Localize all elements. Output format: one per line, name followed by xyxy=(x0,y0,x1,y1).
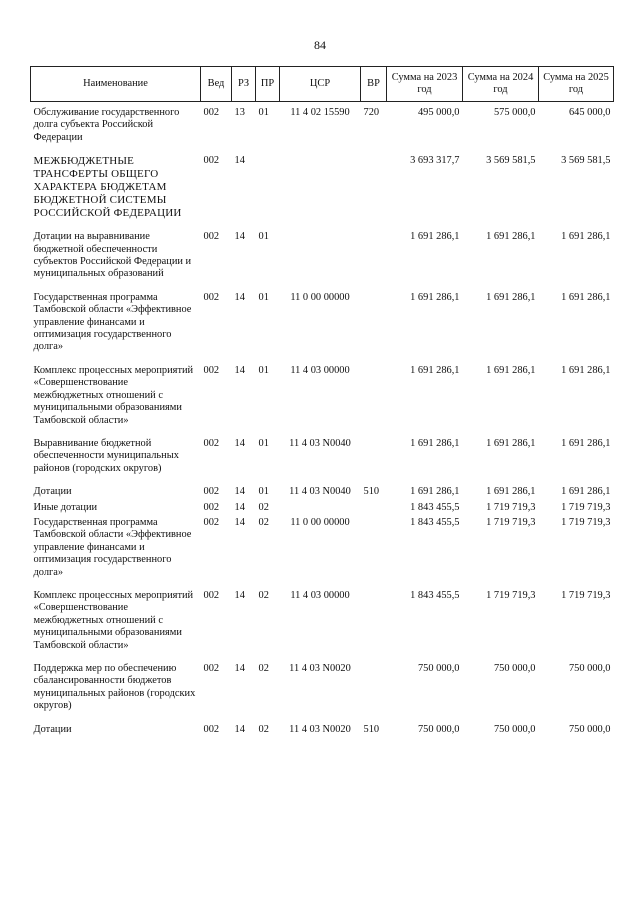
cell-name: Государственная программа Тамбовской области «Эффективное управление финансами и оптимизация государственного долга» xyxy=(33,516,192,578)
cell-sum-2024: 575 000,0 xyxy=(493,107,536,118)
cell-vr xyxy=(361,292,387,365)
header-csr: ЦСР xyxy=(280,67,361,102)
cell-vr xyxy=(361,231,387,292)
cell-ved: 002 xyxy=(203,364,220,376)
cell-pr: 02 xyxy=(258,501,269,513)
cell-sum-2023: 1 691 286,1 xyxy=(410,231,460,243)
table-row xyxy=(31,517,614,590)
cell-csr xyxy=(280,231,361,292)
table-row xyxy=(31,590,614,663)
cell-name: МЕЖБЮДЖЕТНЫЕ ТРАНСФЕРТЫ ОБЩЕГО ХАРАКТЕРА БЮДЖЕТАМ БЮДЖЕТНОЙ СИСТЕМЫ РОССИЙСКОЙ ФЕДЕРАЦИИ xyxy=(33,155,182,220)
cell-vr xyxy=(361,502,387,517)
cell-rz: 14 xyxy=(234,486,245,498)
header-ved: Вед xyxy=(201,67,232,102)
table-row xyxy=(31,102,614,156)
cell-sum-2023: 1 691 286,1 xyxy=(410,437,460,449)
cell-rz: 14 xyxy=(234,437,245,449)
cell-rz: 14 xyxy=(234,723,245,735)
budget-table xyxy=(30,66,614,736)
cell-name: Государственная программа Тамбовской области «Эффективное управление финансами и оптимизация государственного долга» xyxy=(33,291,192,353)
cell-sum-2025: 1 691 286,1 xyxy=(561,291,611,303)
cell-pr xyxy=(256,155,280,231)
cell-name: Иные дотации xyxy=(33,501,98,513)
cell-sum-2025: 750 000,0 xyxy=(568,663,611,674)
cell-ved: 002 xyxy=(203,291,220,303)
table-row xyxy=(31,663,614,724)
table-row xyxy=(31,438,614,486)
cell-sum-2025: 750 000,0 xyxy=(568,723,611,735)
cell-csr: 11 4 03 00000 xyxy=(290,589,350,601)
cell-vr: 720 xyxy=(363,107,380,118)
cell-ved: 002 xyxy=(203,589,220,601)
cell-rz: 14 xyxy=(234,516,245,528)
cell-pr: 02 xyxy=(258,589,269,601)
cell-sum-2023: 1 691 286,1 xyxy=(410,486,460,498)
cell-csr: 11 4 03 00000 xyxy=(290,364,350,376)
header-rz: РЗ xyxy=(232,67,256,102)
cell-sum-2023: 3 693 317,7 xyxy=(410,155,460,167)
cell-vr: 510 xyxy=(363,486,380,498)
cell-vr xyxy=(361,517,387,590)
cell-ved: 002 xyxy=(203,107,220,118)
cell-name: Дотации xyxy=(33,723,72,735)
cell-csr xyxy=(280,155,361,231)
cell-rz: 14 xyxy=(234,231,245,243)
cell-rz: 14 xyxy=(234,364,245,376)
cell-rz: 14 xyxy=(234,291,245,303)
cell-sum-2023: 750 000,0 xyxy=(417,663,460,674)
cell-vr xyxy=(361,365,387,438)
cell-sum-2024: 1 691 286,1 xyxy=(486,291,536,303)
cell-vr xyxy=(361,590,387,663)
cell-sum-2025: 1 719 719,3 xyxy=(561,589,611,601)
cell-ved: 002 xyxy=(203,501,220,513)
cell-vr xyxy=(361,155,387,231)
cell-sum-2024: 1 719 719,3 xyxy=(486,501,536,513)
cell-csr: 11 0 00 00000 xyxy=(290,291,350,303)
table-row xyxy=(31,155,614,231)
cell-sum-2025: 1 719 719,3 xyxy=(561,516,611,528)
cell-sum-2024: 1 691 286,1 xyxy=(486,437,536,449)
cell-name: Выравнивание бюджетной обеспеченности муниципальных районов (городских округов) xyxy=(33,437,179,474)
cell-pr: 02 xyxy=(258,663,269,674)
cell-sum-2024: 1 691 286,1 xyxy=(486,231,536,243)
cell-sum-2024: 750 000,0 xyxy=(493,663,536,674)
cell-pr: 01 xyxy=(258,437,269,449)
table-row xyxy=(31,292,614,365)
cell-sum-2024: 1 719 719,3 xyxy=(486,516,536,528)
table-body xyxy=(31,102,614,737)
table-header xyxy=(31,67,614,102)
cell-rz: 14 xyxy=(234,663,245,674)
table-row xyxy=(31,486,614,501)
cell-ved: 002 xyxy=(203,486,220,498)
cell-sum-2025: 1 719 719,3 xyxy=(561,501,611,513)
cell-name: Дотации на выравнивание бюджетной обеспеченности субъектов Российской Федерации и муниципальных образований xyxy=(33,231,192,280)
cell-rz: 14 xyxy=(234,589,245,601)
cell-name: Комплекс процессных мероприятий «Совершенствование межбюджетных отношений с муниципальными образованиями Тамбовской области» xyxy=(33,364,194,426)
cell-name: Дотации xyxy=(33,486,72,498)
cell-sum-2025: 1 691 286,1 xyxy=(561,231,611,243)
cell-pr: 02 xyxy=(258,723,269,735)
header-sum-2024: Сумма на 2024 год xyxy=(463,67,539,102)
header-pr: ПР xyxy=(256,67,280,102)
cell-sum-2023: 1 691 286,1 xyxy=(410,291,460,303)
table-row xyxy=(31,231,614,292)
cell-vr xyxy=(361,438,387,486)
cell-csr: 11 4 03 N0040 xyxy=(289,437,351,449)
cell-pr: 01 xyxy=(258,107,269,118)
cell-pr: 01 xyxy=(258,364,269,376)
cell-ved: 002 xyxy=(203,663,220,674)
table-row xyxy=(31,365,614,438)
cell-sum-2025: 1 691 286,1 xyxy=(561,486,611,498)
header-name: Наименование xyxy=(31,67,201,102)
cell-vr: 510 xyxy=(363,723,380,735)
cell-sum-2023: 1 843 455,5 xyxy=(410,516,460,528)
table-row xyxy=(31,724,614,736)
cell-rz: 13 xyxy=(234,107,245,118)
cell-sum-2024: 750 000,0 xyxy=(493,723,536,735)
cell-csr: 11 0 00 00000 xyxy=(290,516,350,528)
cell-csr xyxy=(280,502,361,517)
cell-sum-2025: 1 691 286,1 xyxy=(561,364,611,376)
cell-csr: 11 4 03 N0040 xyxy=(289,486,351,498)
cell-csr: 11 4 03 N0020 xyxy=(289,663,351,674)
cell-name: Комплекс процессных мероприятий «Совершенствование межбюджетных отношений с муниципальными образованиями Тамбовской области» xyxy=(33,589,194,651)
cell-csr: 11 4 03 N0020 xyxy=(289,723,351,735)
cell-sum-2023: 750 000,0 xyxy=(417,723,460,735)
cell-pr: 01 xyxy=(258,231,269,243)
cell-name: Обслуживание государственного долга субъекта Российской Федерации xyxy=(33,107,180,143)
cell-name: Поддержка мер по обеспечению сбалансированности бюджетов муниципальных районов (городских округов) xyxy=(33,663,196,712)
cell-sum-2024: 1 719 719,3 xyxy=(486,589,536,601)
cell-sum-2023: 495 000,0 xyxy=(417,107,460,118)
cell-sum-2024: 3 569 581,5 xyxy=(486,155,536,167)
cell-csr: 11 4 02 15590 xyxy=(290,107,350,118)
cell-sum-2024: 1 691 286,1 xyxy=(486,486,536,498)
cell-ved: 002 xyxy=(203,231,220,243)
page-number: 84 xyxy=(314,38,326,52)
header-sum-2025: Сумма на 2025 год xyxy=(539,67,614,102)
cell-ved: 002 xyxy=(203,516,220,528)
cell-sum-2025: 1 691 286,1 xyxy=(561,437,611,449)
header-sum-2023: Сумма на 2023 год xyxy=(387,67,463,102)
cell-rz: 14 xyxy=(234,501,245,513)
cell-ved: 002 xyxy=(203,155,220,167)
table-row xyxy=(31,502,614,517)
cell-sum-2023: 1 843 455,5 xyxy=(410,589,460,601)
cell-pr: 01 xyxy=(258,486,269,498)
cell-rz: 14 xyxy=(234,155,245,167)
cell-sum-2025: 3 569 581,5 xyxy=(561,155,611,167)
cell-ved: 002 xyxy=(203,723,220,735)
cell-sum-2023: 1 691 286,1 xyxy=(410,364,460,376)
cell-sum-2023: 1 843 455,5 xyxy=(410,501,460,513)
cell-pr: 02 xyxy=(258,516,269,528)
cell-vr xyxy=(361,663,387,724)
cell-pr: 01 xyxy=(258,291,269,303)
header-vr: ВР xyxy=(361,67,387,102)
cell-ved: 002 xyxy=(203,437,220,449)
cell-sum-2024: 1 691 286,1 xyxy=(486,364,536,376)
cell-sum-2025: 645 000,0 xyxy=(568,107,611,118)
